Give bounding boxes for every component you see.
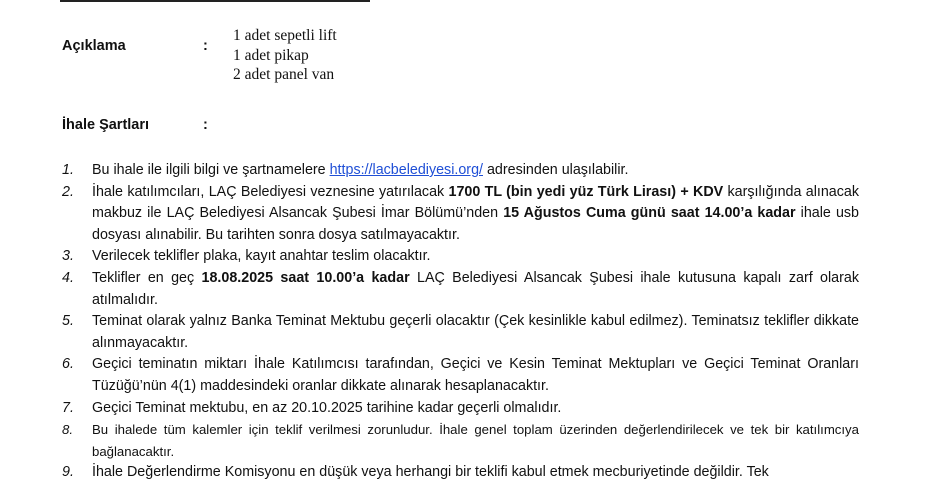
cut-off-previous-line [60, 0, 370, 2]
emphasized-text: 15 Ağustos Cuma günü saat 14.00’a kadar [503, 205, 796, 222]
condition-number: 4. [62, 269, 74, 286]
condition-number: 7. [62, 399, 74, 416]
conditions-list [62, 160, 859, 484]
description-colon: : [203, 38, 208, 54]
condition-number: 1. [62, 162, 74, 178]
condition-item [62, 462, 859, 484]
condition-text: İhale katılımcıları, LAÇ Belediyesi veznesine yatırılacak [92, 183, 449, 200]
description-line: 1 adet pikap [233, 46, 309, 64]
condition-number: 5. [62, 313, 74, 330]
condition-item [62, 182, 859, 247]
conditions-label: İhale Şartları [62, 117, 150, 133]
condition-item [62, 311, 859, 354]
condition-text: İhale Değerlendirme Komisyonu en düşük veya herhangi bir teklifi kabul etmek mecburiyetinde değildir. Tek [92, 464, 769, 481]
condition-item [62, 354, 859, 397]
condition-item [62, 268, 859, 311]
condition-text: Geçici Teminat mektubu, en az 20.10.2025 tarihine kadar geçerli olmalıdır. [92, 399, 562, 416]
description-list [233, 26, 337, 85]
condition-number: 8. [62, 422, 73, 438]
condition-text: ihale usb dosyası alınabilir. Bu tarihten sonra dosya satılmayacaktır. [92, 205, 860, 243]
condition-item [62, 160, 859, 182]
condition-number: 9. [62, 464, 74, 481]
emphasized-text: 18.08.2025 saat 10.00’a kadar [201, 269, 410, 286]
condition-text: karşılığında alınacak makbuz ile LAÇ Belediyesi Alsancak Şubesi İmar Bölümü’nden [92, 183, 859, 222]
condition-text: Bu ihalede tüm kalemler için teklif verilmesi zorunludur. İhale genel toplam üzerinden değerlendirilecek ve tek bir katılımcıya bağlanacaktır. [92, 422, 859, 459]
condition-text: adresinden ulaşılabilir. [483, 162, 629, 178]
condition-number: 6. [62, 356, 74, 373]
condition-text: Bu ihale ile ilgili bilgi ve şartnamelere [92, 162, 330, 178]
condition-item [62, 398, 859, 420]
condition-text: Verilecek teklifler plaka, kayıt anahtar teslim olacaktır. [92, 248, 431, 265]
condition-text: LAÇ Belediyesi Alsancak Şubesi ihale kutusuna kapalı zarf olarak atılmalıdır. [92, 269, 859, 308]
condition-item [62, 419, 859, 462]
website-link[interactable]: https://lacbelediyesi.org/ [329, 162, 483, 178]
description-line: 2 adet panel van [233, 66, 335, 83]
condition-number: 3. [62, 248, 74, 265]
condition-text: Geçici teminatın miktarı İhale Katılımcısı tarafından, Geçici ve Kesin Teminat Mektupları ve Geçici Teminat Oranları Tüzüğü’nün 4(1) maddesindeki oranlar dikkate alınarak hesaplanacaktır. [92, 356, 859, 394]
description-line: 1 adet sepetli lift [233, 27, 337, 44]
description-label: Açıklama [62, 38, 126, 54]
condition-item [62, 246, 859, 268]
condition-text: Teklifler en geç [92, 269, 202, 286]
condition-text: Teminat olarak yalnız Banka Teminat Mektubu geçerli olacaktır (Çek kesinlikle kabul edilmez). Teminatsız teklifler dikkate alınmayacaktır. [92, 313, 859, 351]
emphasized-text: 1700 TL (bin yedi yüz Türk Lirası) + KDV [448, 183, 724, 200]
conditions-colon: : [203, 117, 208, 133]
condition-number: 2. [62, 183, 74, 200]
